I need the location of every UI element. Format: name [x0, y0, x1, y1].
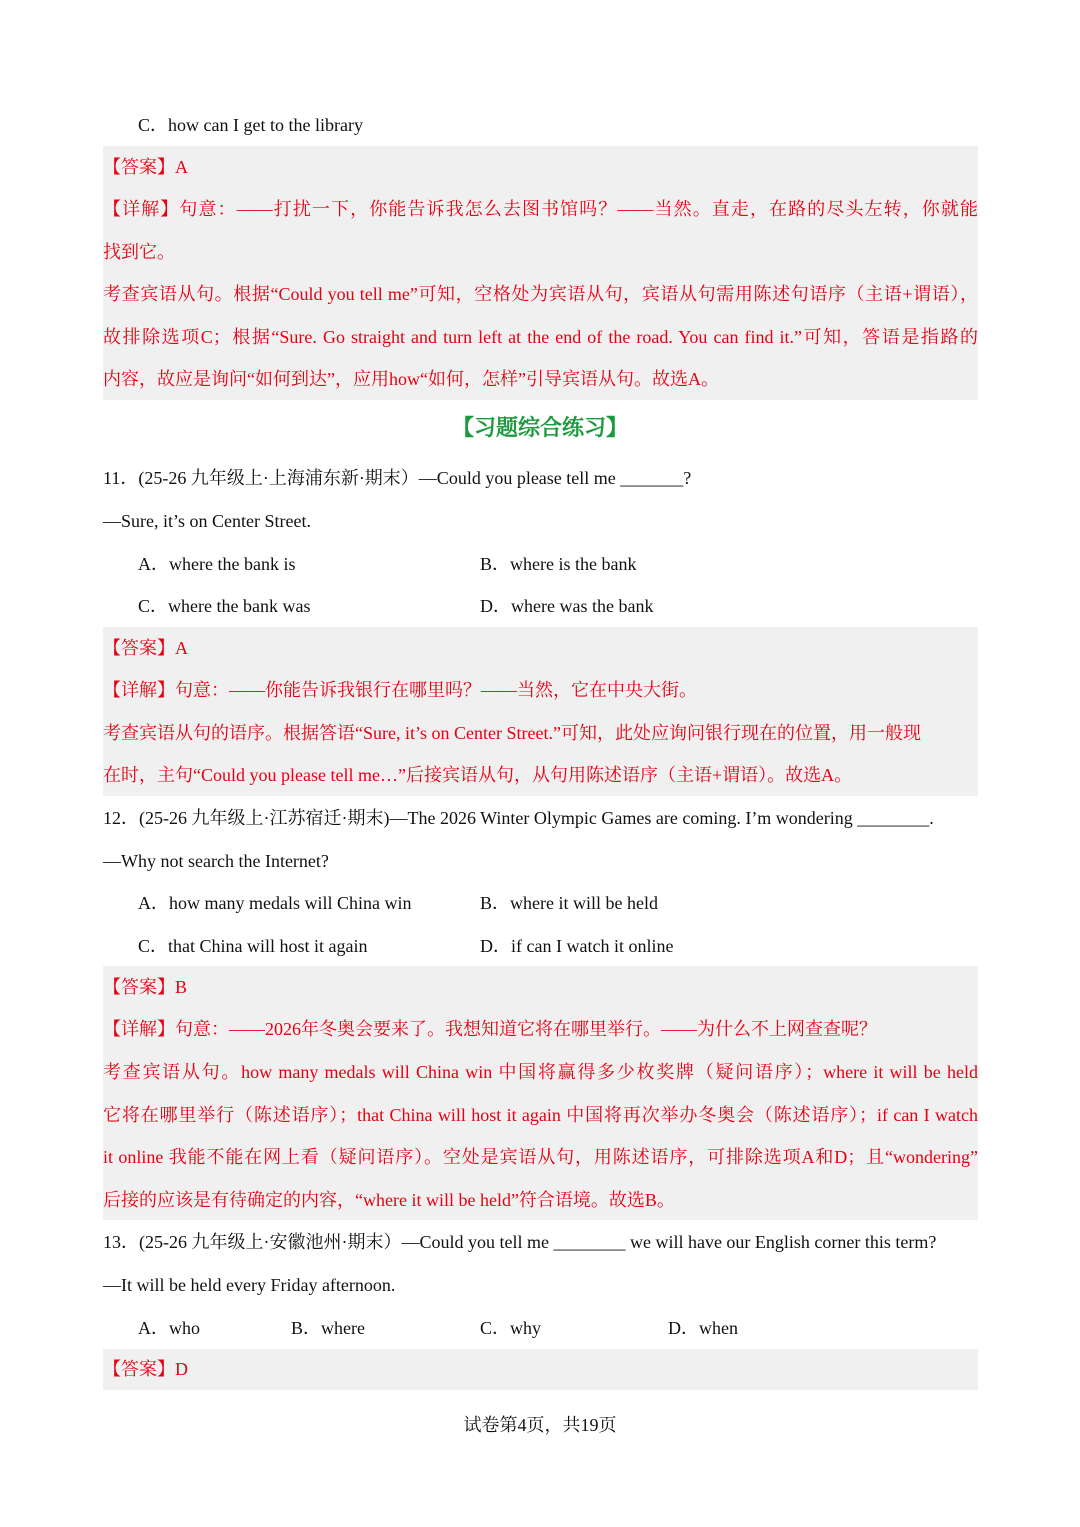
q11-detail-2: 考查宾语从句的语序。根据答语“Sure, it’s on Center Street.”可知，此处应询问银行现在的位置，用一般现	[103, 723, 921, 743]
q12-option-a: A．how many medals will China win	[138, 893, 412, 913]
q12-option-b: B．where it will be held	[480, 893, 658, 913]
q11-option-a: A．where the bank is	[138, 554, 296, 574]
q13-option-c: C．why	[480, 1318, 542, 1338]
q11-reply: —Sure, it’s on Center Street.	[103, 511, 311, 531]
prev-detail-5: 内容，故应是询问“如何到达”，应用how“如何，怎样”引导宾语从句。故选A。	[103, 369, 719, 389]
q12-detail-1: 【详解】句意：——2026年冬奥会要来了。我想知道它将在哪里举行。——为什么不上网查查呢？	[103, 1019, 877, 1039]
q11-detail-3: 在时，主句“Could you please tell me…”后接宾语从句，从句用陈述语序（主语+谓语）。故选A。	[103, 765, 853, 785]
q12-answer: 【答案】B	[103, 977, 188, 997]
q12-detail-3: 它将在哪里举行（陈述语序）；that China will host it again 中国将再次举办冬奥会（陈述语序）；if can I watch	[103, 1105, 978, 1125]
q12-detail-2: 考查宾语从句。how many medals will China win 中国将赢得多少枚奖牌（疑问语序）；where it will be held	[103, 1062, 978, 1082]
q12-detail-5: 后接的应该是有待确定的内容，“where it will be held”符合语境。故选B。	[103, 1190, 675, 1210]
q12-option-d: D．if can I watch it online	[480, 936, 674, 956]
prev-detail-4: 故排除选项C；根据“Sure. Go straight and turn left at the end of the road. You can find it.”可知，答语是指路的	[103, 327, 978, 347]
q11-option-b: B．where is the bank	[480, 554, 637, 574]
q11-option-c: C．where the bank was	[138, 596, 311, 616]
prev-answer-box	[103, 146, 978, 400]
q12-stem: 12．(25-26 九年级上·江苏宿迁·期末)—The 2026 Winter Olympic Games are coming. I’m wondering ________.	[103, 808, 934, 828]
q12-detail-4: it online 我能不能在网上看（疑问语序）。空处是宾语从句，用陈述语序，可排除选项A和D；且“wondering”	[103, 1147, 978, 1167]
q13-answer: 【答案】D	[103, 1359, 188, 1379]
q13-option-a: A．who	[138, 1318, 200, 1338]
q12-answer-box	[103, 966, 978, 1220]
page-footer: 试卷第4页，共19页	[463, 1415, 617, 1435]
prev-detail-3: 考查宾语从句。根据“Could you tell me”可知，空格处为宾语从句，宾语从句需用陈述句语序（主语+谓语），	[103, 284, 978, 304]
q11-answer: 【答案】A	[103, 638, 188, 658]
q13-option-b: B．where	[291, 1318, 365, 1338]
q13-reply: —It will be held every Friday afternoon.	[103, 1275, 396, 1295]
prev-option-c: C．how can I get to the library	[138, 115, 363, 135]
q13-option-d: D．when	[668, 1318, 738, 1338]
prev-detail-1: 【详解】句意：——打扰一下，你能告诉我怎么去图书馆吗？——当然。直走，在路的尽头左转，你就能	[103, 199, 978, 219]
section-title: 【习题综合练习】	[451, 416, 628, 441]
q11-option-d: D．where was the bank	[480, 596, 654, 616]
q11-stem: 11．(25-26 九年级上·上海浦东新·期末）—Could you please tell me _______?	[103, 468, 692, 488]
prev-answer: 【答案】A	[103, 157, 188, 177]
q11-detail-1: 【详解】句意：——你能告诉我银行在哪里吗？——当然，它在中央大街。	[103, 680, 697, 700]
q12-reply: —Why not search the Internet?	[103, 851, 329, 871]
prev-detail-2: 找到它。	[103, 242, 175, 262]
q13-stem: 13．(25-26 九年级上·安徽池州·期末）—Could you tell me ________ we will have our English corner this term?	[103, 1232, 937, 1252]
q12-option-c: C．that China will host it again	[138, 936, 368, 956]
